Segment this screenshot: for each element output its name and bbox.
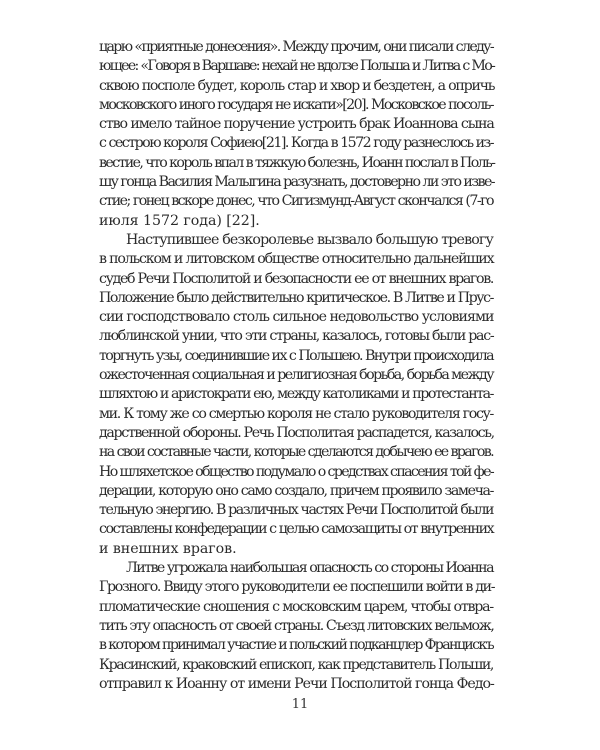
text-line: сии господствовало столь сильное недовольство условиями [99, 309, 494, 326]
text-line: шляхтою и аристократи ею, между католиками и протестанта- [99, 386, 493, 403]
text-line: пломатические сношения с московским царем, чтобы отвра- [99, 598, 493, 615]
text-line: в котором принимал участие и польский подканцлер Францискъ [99, 637, 493, 654]
text-line: судеб Речи Посполитой и безопасности ее от внешних врагов. [99, 270, 493, 287]
text-line: на свои составные части, которые сделаются добычею ее врагов. [99, 444, 493, 461]
text-line: дерации, которую оно само создало, причем проявило замеча- [99, 482, 493, 499]
text-line: ство имело тайное поручение устроить брак Иоаннова сына [99, 116, 494, 133]
text-line: составлены конфедерации с целью самозащиты от внутренних [99, 521, 494, 538]
text-line: с сестрою короля Софиею[21]. Когда в 1572 году разнеслось из- [99, 135, 494, 152]
page-body [99, 38, 493, 694]
paragraph-2 [99, 231, 493, 559]
text-line: ми. К тому же со смертью короля не стало руководителя госу- [99, 405, 493, 422]
text-line: вестие, что король впал в тяжкую болезнь, Иоанн послал в Поль- [99, 154, 495, 171]
text-line: Красинский, краковский епископ, как представитель Польши, [99, 656, 493, 673]
text-line: тельную энергию. В различных частях Речи Посполитой были [99, 502, 494, 519]
text-line: торгнуть узы, соединившие их с Польшею. Внутри происходила [99, 347, 493, 364]
text-line: ожесточенная социальная и религиозная борьба, борьба между [99, 367, 493, 384]
text-line: сквою посполе будет, король стар и хвор и бездетен, а опричь [99, 77, 495, 94]
text-line: отправил к Иоанну от имени Речи Посполитой гонца Федо- [99, 675, 494, 692]
text-line: стие; гонец вскоре донес, что Сигизмунд-Август скончался (7-го [99, 193, 493, 210]
text-line: Грозного. Ввиду этого руководители ее поспешили войти в ди- [99, 579, 495, 596]
text-line: шу гонца Василия Малыгина разузнать, достоверно ли это изве- [99, 174, 495, 191]
text-line: в польском и литовском обществе относительно дальнейших [99, 251, 494, 268]
text-line: люблинской унии, что эти страны, казалось, готовы были рас- [99, 328, 494, 345]
text-line: июля 1572 года) [22]. [99, 212, 260, 229]
text-line: московского иного государя не искати»[20]. Московское посоль- [99, 96, 493, 113]
text-line: Положение было действительно критическое. В Литве и Прус- [99, 289, 493, 306]
paragraph-3 [99, 559, 493, 694]
text-line: ющее: «Говоря в Варшаве: нехай не вдолзе Польша и Литва с Мо- [99, 58, 495, 75]
text-line: Но шляхетское общество подумало о средствах спасения той фе- [99, 463, 493, 480]
page-number: 11 [291, 697, 309, 712]
text-line: дарственной обороны. Речь Посполитая распадется, казалось, [99, 424, 494, 441]
text-line: Наступившее безкоролевье вызвало большую тревогу [126, 231, 493, 248]
text-line: тить эту опасность от своей страны. Съезд литовских вельмож, [99, 617, 494, 634]
text-line: царю «приятные донесения». Между прочим, они писали следу- [99, 39, 493, 55]
text-line: и внешних врагов. [99, 540, 237, 557]
paragraph-1 [99, 38, 493, 231]
text-line: Литве угрожала наибольшая опасность со стороны Иоанна [126, 560, 493, 577]
